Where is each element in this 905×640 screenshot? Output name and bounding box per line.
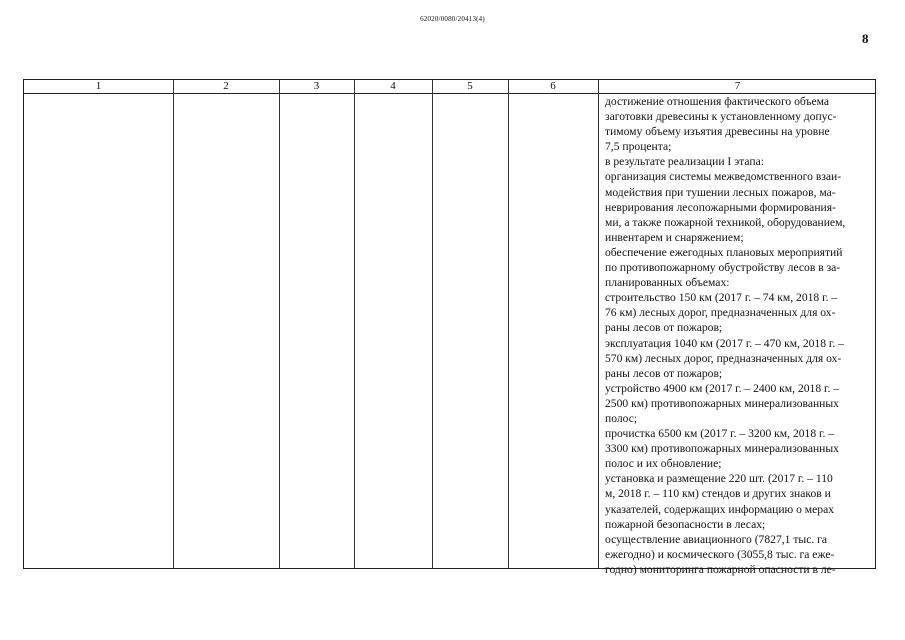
column-7-text-line: м, 2018 г. – 110 км) стендов и других знаков и — [605, 487, 831, 501]
column-7-text-line: полос; — [605, 411, 638, 425]
column-7-text-line: заготовки древесины к установленному допус- — [605, 110, 837, 124]
column-7-text-line: планированных объемах: — [605, 276, 730, 290]
column-number-3: 3 — [313, 80, 320, 92]
column-number-7: 7 — [734, 80, 741, 92]
column-7-text-line: раны лесов от пожаров; — [605, 321, 723, 335]
column-number-5: 5 — [467, 80, 473, 92]
column-7-text-line: ми, а также пожарной техникой, оборудованием, — [605, 215, 846, 229]
column-7-text-line: в результате реализации I этапа: — [605, 155, 764, 169]
column-7-text-line: достижение отношения фактического объема — [605, 95, 830, 108]
column-number-1: 1 — [95, 80, 102, 92]
column-7-text-line: обеспечение ежегодных плановых мероприятий — [605, 245, 843, 259]
column-7-text-line: годно) мониторинга пожарной опасности в ле- — [605, 562, 836, 576]
column-number-4: 4 — [390, 80, 396, 92]
column-7-text — [605, 94, 873, 577]
column-divider — [508, 80, 509, 568]
column-7-text-line: установка и размещение 220 шт. (2017 г. – 110 — [605, 472, 833, 486]
column-7-text-line: ежегодно) и космического (3055,8 тыс. га еже- — [605, 547, 835, 561]
column-7-text-line: указателей, содержащих информацию о мерах — [605, 502, 835, 516]
column-number-6: 6 — [550, 80, 556, 92]
column-number-2: 2 — [223, 80, 229, 92]
column-divider — [598, 80, 599, 568]
column-divider — [432, 80, 433, 568]
column-divider — [173, 80, 174, 568]
column-7-text-line: осуществление авиационного (7827,1 тыс. га — [605, 532, 828, 546]
column-7-text-line: модействия при тушении лесных пожаров, ма- — [605, 185, 836, 199]
column-7-text-line: тимому объему изъятия древесины на уровне — [605, 125, 830, 139]
column-7-text-line: неврирования лесопожарными формирования- — [605, 200, 836, 214]
column-7-text-line: по противопожарному обустройству лесов в за- — [605, 261, 841, 275]
column-7-text-line: раны лесов от пожаров; — [605, 366, 723, 380]
column-7-text-line: 76 км) лесных дорог, предназначенных для ох- — [605, 306, 836, 320]
column-divider — [279, 80, 280, 568]
column-7-text-line: строительство 150 км (2017 г. – 74 км, 2018 г. – — [605, 291, 838, 305]
document-registration-number: 62020/0080/20413(4) — [420, 15, 485, 23]
column-7-text-line: устройство 4900 км (2017 г. – 2400 км, 2018 г. – — [605, 381, 840, 395]
column-7-text-line: полос и их обновление; — [605, 457, 722, 471]
column-7-text-line: инвентарем и снаряжением; — [605, 230, 744, 244]
column-7-text-line: 7,5 процента; — [605, 140, 672, 154]
column-divider — [354, 80, 355, 568]
column-7-text-line: пожарной безопасности в лесах; — [605, 517, 766, 531]
page-number: 8 — [862, 31, 869, 46]
column-7-text-line: 570 км) лесных дорог, предназначенных для ох- — [605, 351, 842, 365]
column-7-text-line: эксплуатация 1040 км (2017 г. – 470 км, 2018 г. – — [605, 336, 844, 350]
column-7-text-line: организация системы межведомственного взаи- — [605, 170, 842, 184]
column-7-text-line: 3300 км) противопожарных минерализованных — [605, 442, 839, 456]
column-7-text-line: прочистка 6500 км (2017 г. – 3200 км, 2018 г. – — [605, 427, 835, 441]
column-7-text-line: 2500 км) противопожарных минерализованных — [605, 396, 839, 410]
